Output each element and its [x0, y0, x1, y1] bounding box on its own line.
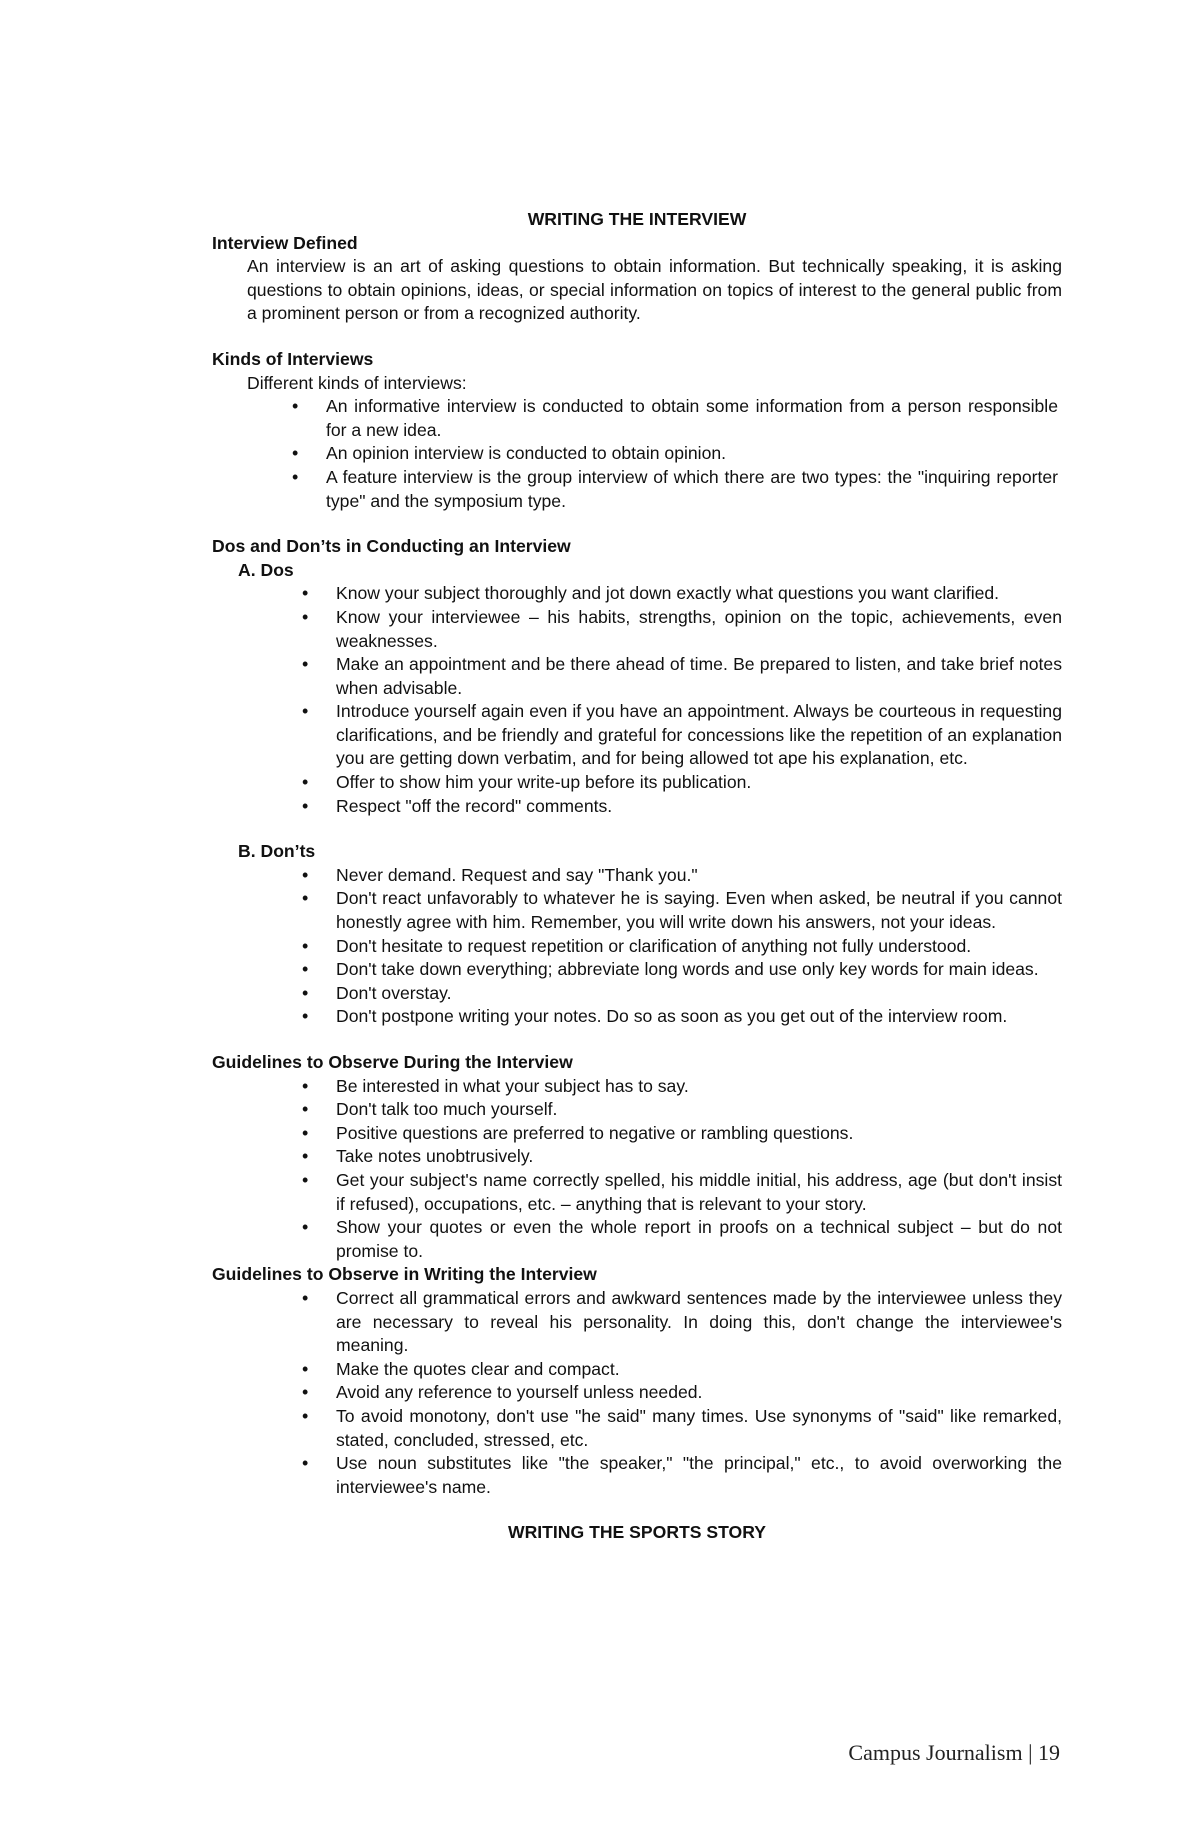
list-item: • Positive questions are preferred to negative or rambling questions.	[336, 1122, 1062, 1146]
list-item: • A feature interview is the group interview of which there are two types: the "inquiring reporter type" and the symposium type.	[326, 466, 1062, 513]
list-item: • Never demand. Request and say "Thank you."	[336, 864, 1062, 888]
list-item: • Don't overstay.	[336, 982, 1062, 1006]
writing-heading: Guidelines to Observe in Writing the Interview	[212, 1264, 597, 1285]
page-footer: Campus Journalism | 19	[848, 1740, 1060, 1765]
kinds-heading: Kinds of Interviews	[212, 348, 374, 369]
list-item: • Respect "off the record" comments.	[336, 795, 1062, 819]
list-item: • Introduce yourself again even if you have an appointment. Always be courteous in requesting clarifications, and be friendly and grateful for concessions like the repetition of an explanation you are getting down verbatim, and for being allowed tot ape his explanation, etc.	[336, 700, 1062, 771]
list-item: • An informative interview is conducted to obtain some information from a person responsible for a new idea.	[326, 395, 1062, 442]
list-item: • Correct all grammatical errors and awkward sentences made by the interviewee unless they are necessary to reveal his personality. In doing this, don't change the interviewee's meaning.	[336, 1287, 1062, 1358]
kinds-intro: Different kinds of interviews:	[247, 372, 467, 393]
page-content	[212, 208, 1062, 1545]
list-item: • Get your subject's name correctly spelled, his middle initial, his address, age (but don't insist if refused), occupations, etc. – anything that is relevant to your story.	[336, 1169, 1062, 1216]
during-heading: Guidelines to Observe During the Interview	[212, 1052, 573, 1072]
next-section-title: WRITING THE SPORTS STORY	[507, 1522, 767, 1543]
list-item: • An opinion interview is conducted to obtain opinion.	[326, 442, 1062, 466]
list-item: • Don't talk too much yourself.	[336, 1098, 1062, 1122]
list-item: • Know your subject thoroughly and jot down exactly what questions you want clarified.	[336, 582, 1062, 606]
interview-defined-text: An interview is an art of asking questions to obtain information. But technically speaking, it is asking questions to obtain opinions, ideas, or special information on topics of interest to the general public from a prominent person or from a recognized authority.	[247, 256, 1062, 324]
writing-list	[212, 1287, 1062, 1499]
list-item: • Make the quotes clear and compact.	[336, 1358, 1062, 1382]
list-item: • To avoid monotony, don't use "he said" many times. Use synonyms of "said" like remarked, stated, concluded, stressed, etc.	[336, 1405, 1062, 1452]
list-item: • Be interested in what your subject has to say.	[336, 1075, 1062, 1099]
list-item: • Offer to show him your write-up before its publication.	[336, 771, 1062, 795]
interview-defined-heading: Interview Defined	[212, 232, 358, 253]
donts-label: B. Don’ts	[238, 841, 316, 862]
dos-donts-heading: Dos and Don’ts in Conducting an Interview	[212, 536, 571, 557]
page-title: WRITING THE INTERVIEW	[527, 209, 747, 229]
list-item: • Show your quotes or even the whole report in proofs on a technical subject – but do not promise to.	[336, 1216, 1062, 1263]
dos-label: A. Dos	[238, 559, 294, 580]
list-item: • Don't postpone writing your notes. Do so as soon as you get out of the interview room.	[336, 1005, 1062, 1029]
list-item: • Know your interviewee – his habits, strengths, opinion on the topic, achievements, even weaknesses.	[336, 606, 1062, 653]
list-item: • Don't take down everything; abbreviate long words and use only key words for main ideas.	[336, 958, 1062, 982]
kinds-list	[212, 395, 1062, 513]
list-item: • Make an appointment and be there ahead of time. Be prepared to listen, and take brief notes when advisable.	[336, 653, 1062, 700]
list-item: • Don't hesitate to request repetition or clarification of anything not fully understood.	[336, 935, 1062, 959]
list-item: • Use noun substitutes like "the speaker," "the principal," etc., to avoid overworking the interviewee's name.	[336, 1452, 1062, 1499]
list-item: • Avoid any reference to yourself unless needed.	[336, 1381, 1062, 1405]
list-item: • Don't react unfavorably to whatever he is saying. Even when asked, be neutral if you cannot honestly agree with him. Remember, you will write down his answers, not your ideas.	[336, 887, 1062, 934]
list-item: • Take notes unobtrusively.	[336, 1145, 1062, 1169]
during-list	[212, 1075, 1062, 1264]
donts-list	[212, 864, 1062, 1029]
dos-list	[212, 582, 1062, 818]
